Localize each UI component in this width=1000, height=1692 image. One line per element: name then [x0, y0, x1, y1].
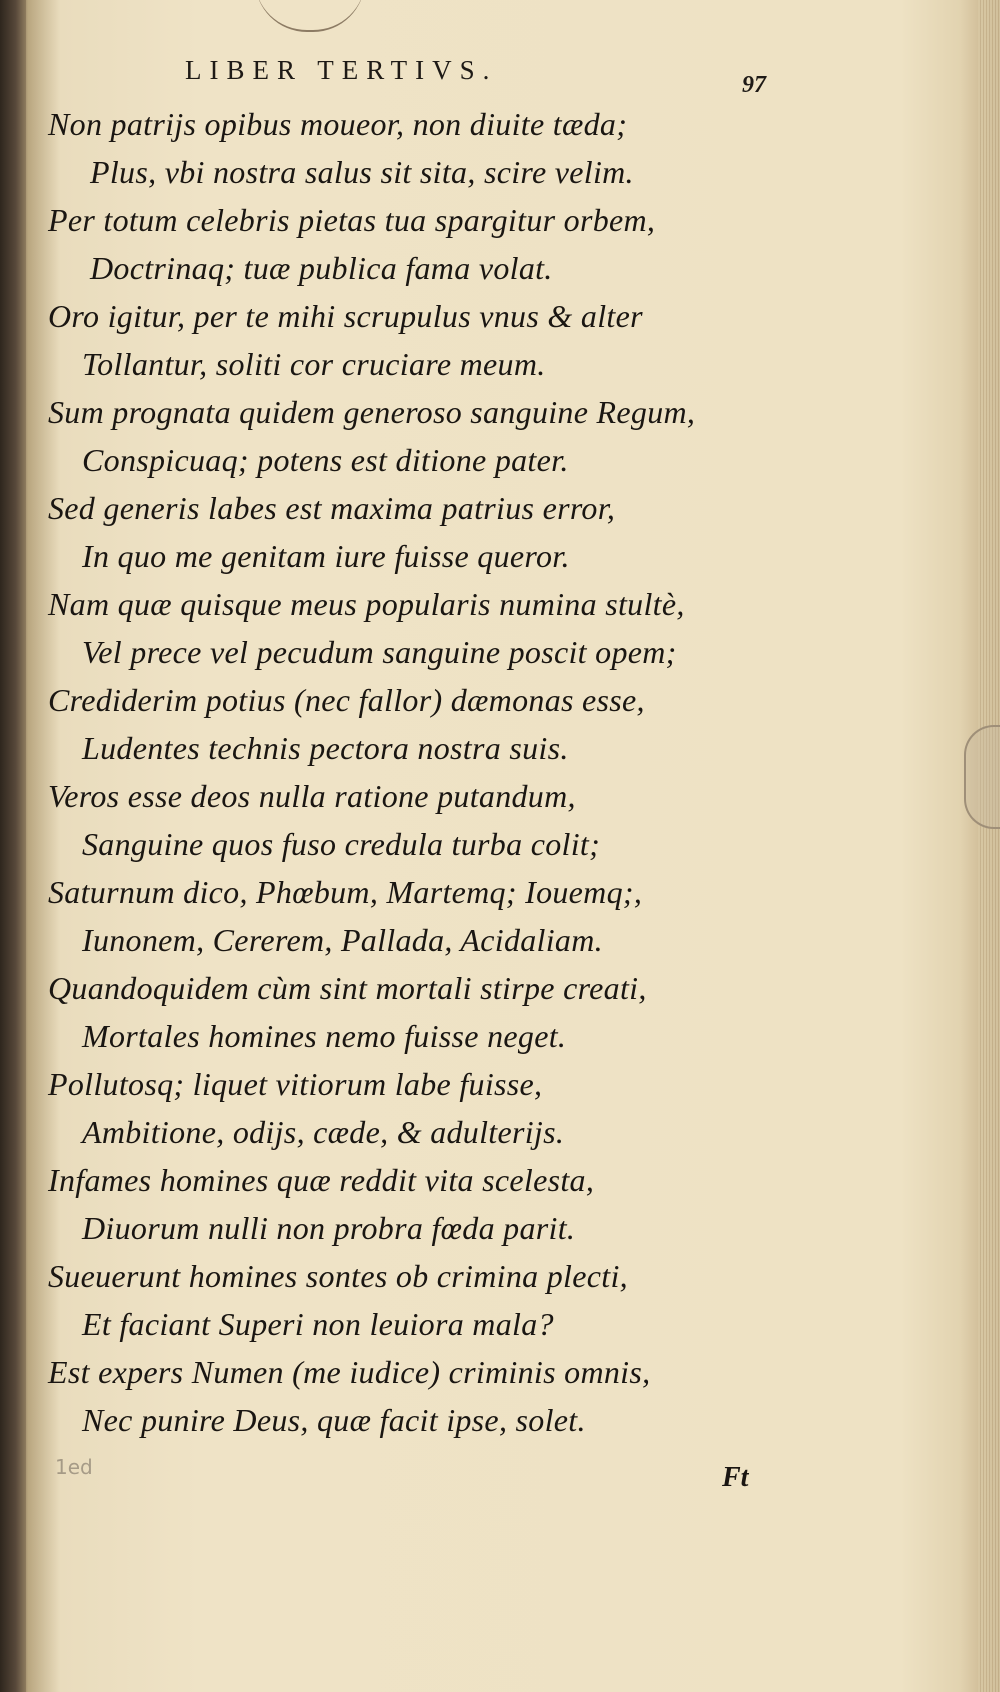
verse-line: Diuorum nulli non probra fœda parit.	[82, 1210, 576, 1246]
verse-line: Nam quæ quisque meus popularis numina stultè,	[48, 586, 685, 622]
verse-line: Et faciant Superi non leuiora mala?	[82, 1306, 554, 1342]
verse-line: Quandoquidem cùm sint mortali stirpe creati,	[48, 970, 647, 1006]
binding-gutter	[0, 0, 26, 1692]
page-clip-icon	[964, 725, 1000, 829]
verse-line: Tollantur, soliti cor cruciare meum.	[82, 346, 546, 382]
verse-line: In quo me genitam iure fuisse queror.	[82, 538, 570, 574]
top-notch-mark	[255, 0, 365, 32]
verse-line: Sed generis labes est maxima patrius error,	[48, 490, 616, 526]
verse-line: Nec punire Deus, quæ facit ipse, solet.	[82, 1402, 586, 1438]
verse-line: Sum prognata quidem generoso sanguine Regum,	[48, 394, 696, 430]
verse-line: Est expers Numen (me iudice) criminis omnis,	[48, 1354, 651, 1390]
verse-line: Oro igitur, per te mihi scrupulus vnus & alter	[48, 298, 643, 334]
verse-line: Mortales homines nemo fuisse neget.	[82, 1018, 567, 1054]
verse-line: Doctrinaq; tuæ publica fama volat.	[90, 250, 553, 286]
verse-line: Ludentes technis pectora nostra suis.	[82, 730, 569, 766]
verse-line: Sueuerunt homines sontes ob crimina plecti,	[48, 1258, 628, 1294]
running-head: LIBER TERTIVS.	[185, 55, 498, 85]
verse-line: Conspicuaq; potens est ditione pater.	[82, 442, 569, 478]
verse-line: Non patrijs opibus moueor, non diuite tæda;	[48, 106, 628, 142]
verse-line: Veros esse deos nulla ratione putandum,	[48, 778, 576, 814]
verse-line: Ambitione, odijs, cæde, & adulterijs.	[82, 1114, 565, 1150]
verse-line: Sanguine quos fuso credula turba colit;	[82, 826, 601, 862]
catchword: Ft	[722, 1462, 749, 1493]
verse-line: Iunonem, Cererem, Pallada, Acidaliam.	[82, 922, 603, 958]
pencil-annotation: 1ed	[55, 1455, 93, 1479]
folio-number: 97	[742, 72, 766, 98]
verse-line: Pollutosq; liquet vitiorum labe fuisse,	[48, 1066, 543, 1102]
verse-line: Crediderim potius (nec fallor) dæmonas esse,	[48, 682, 645, 718]
verse-line: Per totum celebris pietas tua spargitur orbem,	[48, 202, 656, 238]
verse-line: Plus, vbi nostra salus sit sita, scire velim.	[90, 154, 634, 190]
page-fore-edge	[978, 0, 1000, 1692]
verse-line: Infames homines quæ reddit vita scelesta,	[48, 1162, 595, 1198]
verse-line: Vel prece vel pecudum sanguine poscit opem;	[82, 634, 677, 670]
verse-line: Saturnum dico, Phœbum, Martemq; Iouemq;,	[48, 874, 643, 910]
